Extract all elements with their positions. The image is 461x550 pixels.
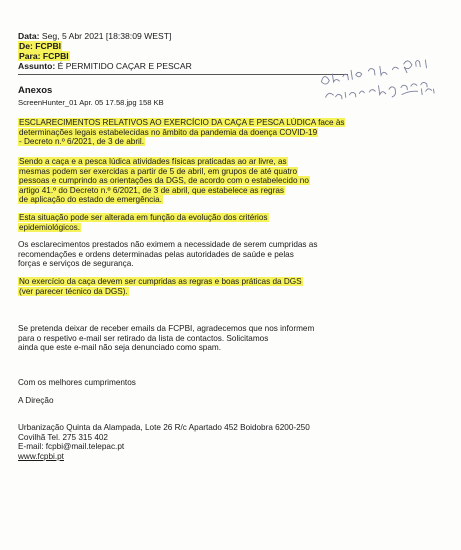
paragraph-esclarecimentos [18, 118, 345, 147]
p2-line-3: pessoas e cumprindo as orientações da DGS, de acordo com o estabelecido no [19, 176, 309, 186]
p1-line-3: - Decreto n.º 6/2021, de 3 de abril. [19, 137, 144, 147]
closing-greeting: Com os melhores cumprimentos [18, 378, 136, 387]
p3-line-2: epidemiológicos. [19, 222, 80, 232]
p4-line-3: forças e serviços de segurança. [18, 259, 134, 269]
to-label: Para: [19, 51, 41, 61]
paragraph-unsubscribe [18, 324, 314, 353]
subject-value: É PERMITIDO CAÇAR E PESCAR [57, 61, 192, 71]
attachment-file[interactable]: ScreenHunter_01 Apr. 05 17.58.jpg 158 KB [18, 98, 164, 107]
p4-line-1: Os esclarecimentos prestados não eximem a necessidade de serem cumpridas as [18, 240, 318, 249]
footer-website-link[interactable]: www.fcpbi.pt [18, 451, 64, 461]
paragraph-dgs [18, 277, 303, 296]
p2-line-4: artigo 41.º do Decreto n.º 6/2021, de 3 de abril, que estabelece as regras [19, 185, 284, 195]
footer-city: Covilhã Tel. 275 315 402 [18, 432, 108, 442]
p6-line-3: ainda que este e-mail não seja denunciado como spam. [18, 343, 221, 353]
attachments-title: Anexos [18, 85, 53, 96]
footer-block [18, 423, 310, 461]
p2-line-5: de aplicação do estado de emergência. [19, 195, 162, 205]
p4-line-2: recomendações e ordens determinadas pelas autoridades de saúde e pelas [18, 249, 294, 259]
footer-address: Urbanização Quinta da Alampada, Lote 26 R/c Apartado 452 Boidobra 6200-250 [18, 423, 310, 432]
closing-signoff: A Direção [18, 396, 54, 405]
from-value: FCPBI [35, 41, 62, 51]
p2-line-2: mesmas podem ser exercidas a partir de 5 de abril, em grupos de até quatro [19, 166, 298, 176]
p5-line-1: No exercício da caça devem ser cumpridas as regras e boas práticas da DGS [19, 277, 302, 286]
p6-line-1: Se pretenda deixar de receber emails da FCPBI, agradecemos que nos informem [18, 324, 315, 333]
footer-email[interactable]: E-mail: fcpbi@mail.telepac.pt [18, 442, 125, 452]
p2-line-1: Sendo a caça e a pesca lúdica atividades físicas praticadas ao ar livre, as [19, 157, 287, 166]
p5-line-2: (ver parecer técnico da DGS). [19, 286, 128, 296]
p3-line-1: Esta situação pode ser alterada em função da evolução dos critérios [19, 213, 268, 222]
p1-line-2: determinações legais estabelecidas no âmbito da pandemia da doença COVID-19 [19, 127, 318, 137]
date-value: Seg, 5 Abr 2021 [18:38:09 WEST] [41, 31, 172, 41]
p6-line-2: para o respetivo e-mail ser retirado da lista de contactos. Solicitamos [18, 333, 269, 343]
p1-line-1: ESCLARECIMENTOS RELATIVOS AO EXERCÍCIO DA CAÇA E PESCA LÚDICA face às [19, 118, 345, 127]
to-value: FCPBI [42, 51, 69, 61]
from-label: De: [19, 41, 33, 51]
subject-label: Assunto: [18, 61, 56, 71]
date-label: Data: [18, 31, 40, 41]
paragraph-eximem [18, 240, 317, 269]
paragraph-situacao [18, 213, 269, 232]
paragraph-caca-pesca [18, 157, 310, 205]
